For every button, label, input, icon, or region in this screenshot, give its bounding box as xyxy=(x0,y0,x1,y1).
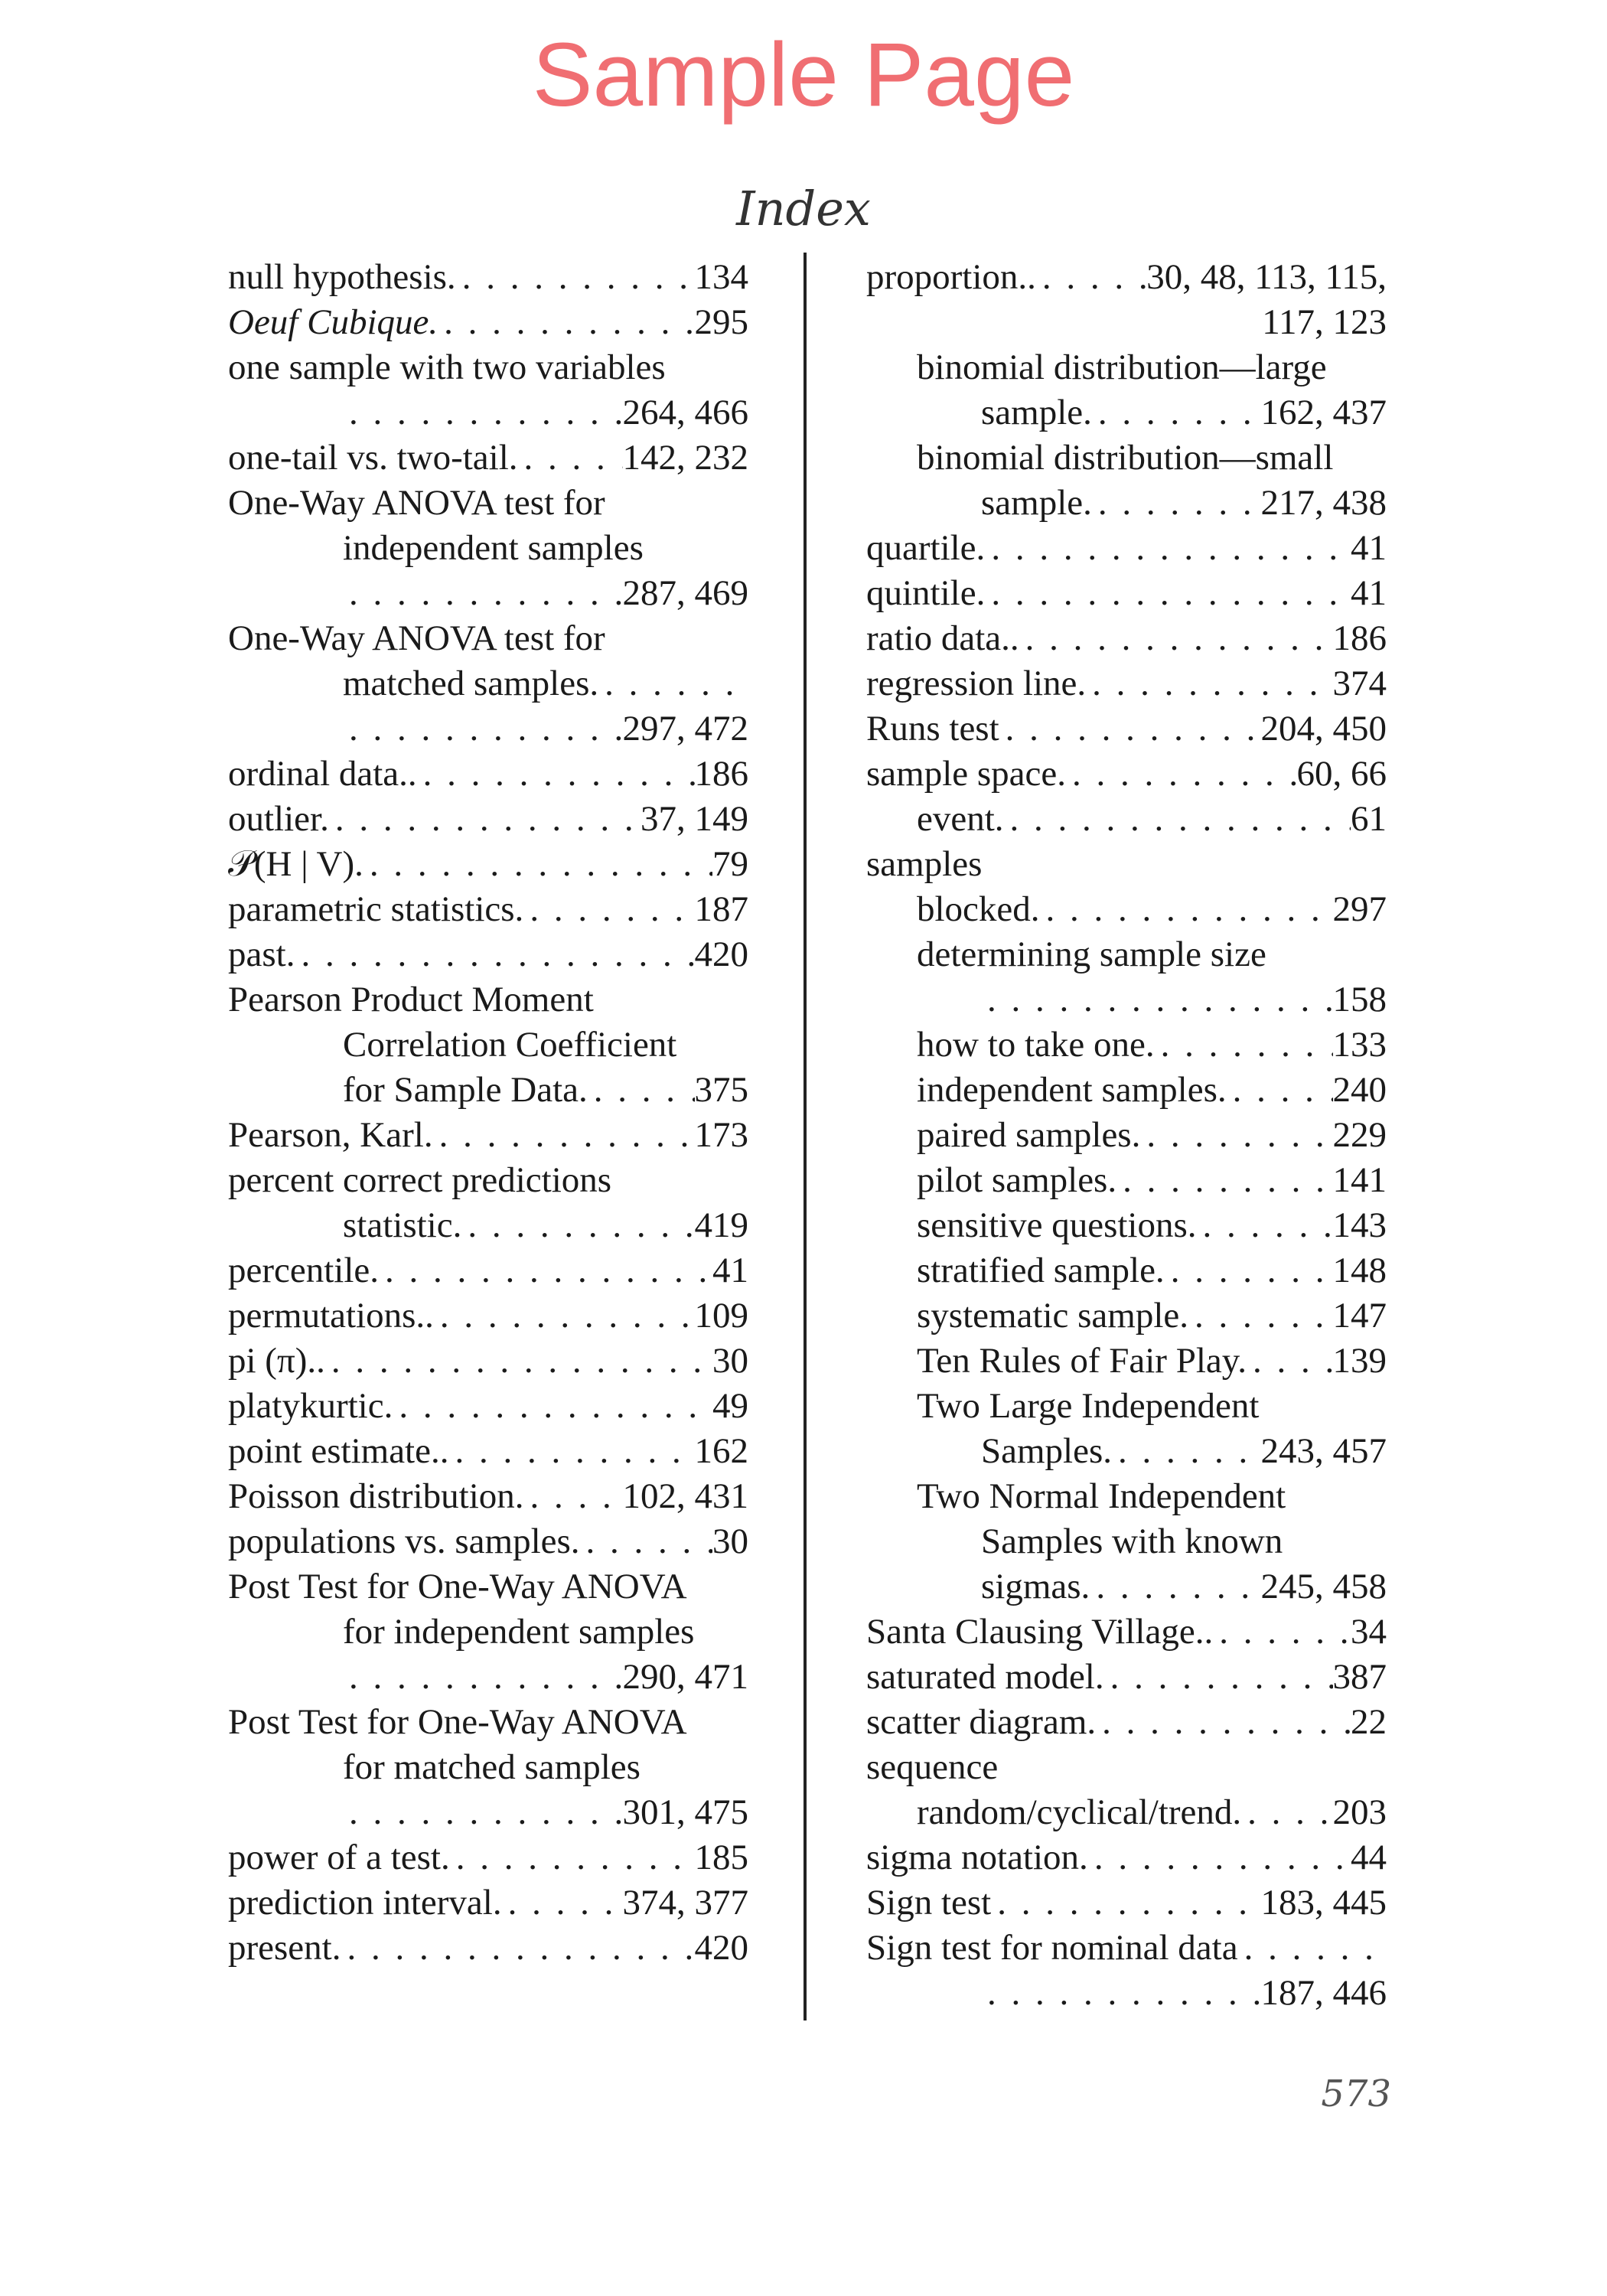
index-entry xyxy=(228,887,748,932)
dot-leader xyxy=(341,1926,694,1971)
index-entry-term: independent samples xyxy=(343,528,644,568)
index-entry-pages: 143 xyxy=(1332,1205,1387,1245)
dot-leader xyxy=(1104,1655,1333,1700)
index-entry-term: point estimate.. xyxy=(228,1431,449,1471)
index-entry-term: Post Test for One-Way ANOVA xyxy=(228,1702,687,1742)
index-entry xyxy=(866,1113,1387,1158)
index-entry-term: percentile. xyxy=(228,1251,380,1290)
index-entry xyxy=(866,300,1387,345)
index-entry xyxy=(866,390,1387,435)
index-entry-pages: 148 xyxy=(1332,1251,1387,1290)
index-entry-pages: 41 xyxy=(1351,573,1387,613)
dot-leader xyxy=(524,1474,623,1519)
index-entry-term: quintile. xyxy=(866,573,986,613)
index-entry-pages: 162, 437 xyxy=(1260,393,1387,432)
index-entry xyxy=(228,706,748,752)
dot-leader xyxy=(438,300,694,345)
index-entry-pages: 186 xyxy=(694,754,748,794)
dot-leader xyxy=(1088,1835,1351,1880)
index-entry xyxy=(866,1835,1387,1880)
index-entry-term: Correlation Coefficient xyxy=(343,1025,677,1065)
index-entry xyxy=(866,571,1387,616)
index-entry-term: power of a test. xyxy=(228,1838,450,1877)
dot-leader xyxy=(433,1113,695,1158)
index-entry-term: systematic sample. xyxy=(917,1296,1189,1336)
dot-leader xyxy=(1241,1790,1332,1835)
index-entry-term: binomial distribution—small xyxy=(917,438,1334,478)
index-entry xyxy=(228,1203,748,1248)
dot-leader xyxy=(363,842,712,887)
index-entry-pages: 109 xyxy=(694,1296,748,1336)
index-entry xyxy=(866,1700,1387,1745)
index-entry-pages: 204, 450 xyxy=(1260,709,1387,748)
index-entry-term: sample space. xyxy=(866,754,1067,794)
index-entry-term: saturated model. xyxy=(866,1657,1104,1697)
index-entry xyxy=(866,932,1387,977)
index-entry xyxy=(228,1293,748,1339)
index-entry-pages: 187, 446 xyxy=(1260,1973,1387,2013)
index-entry-pages: 37, 149 xyxy=(641,799,748,839)
index-entry xyxy=(228,1022,748,1068)
index-entry-pages: 186 xyxy=(1332,618,1387,658)
index-entry xyxy=(228,1113,748,1158)
dot-leader xyxy=(1004,797,1351,842)
index-entry xyxy=(866,1384,1387,1429)
dot-leader xyxy=(456,255,695,300)
index-entry-pages: 301, 475 xyxy=(622,1792,748,1832)
index-entry xyxy=(228,255,748,300)
index-entry-pages: 30, 48, 113, 115, xyxy=(1146,257,1387,297)
dot-leader xyxy=(1092,390,1261,435)
index-entry xyxy=(866,481,1387,526)
index-entry-pages: 134 xyxy=(694,257,748,297)
index-entry xyxy=(866,1068,1387,1113)
index-entry-pages: 142, 232 xyxy=(622,438,748,478)
index-title: Index xyxy=(736,181,871,236)
index-entry xyxy=(228,1564,748,1609)
index-entry-pages: 240 xyxy=(1332,1070,1387,1110)
index-entry xyxy=(866,435,1387,481)
index-entry-term: populations vs. samples. xyxy=(228,1521,580,1561)
dot-leader xyxy=(991,1880,1260,1926)
dot-leader xyxy=(1238,1926,1387,1971)
index-entry xyxy=(866,1880,1387,1926)
dot-leader xyxy=(1066,752,1296,797)
dot-leader xyxy=(1090,1564,1260,1609)
column-divider xyxy=(804,253,807,2020)
index-entry xyxy=(866,1971,1387,2016)
index-entry xyxy=(866,842,1387,887)
dot-leader xyxy=(1155,1022,1333,1068)
index-entry xyxy=(228,752,748,797)
index-entry-pages: 187 xyxy=(694,889,748,929)
index-entry-term: for matched samples xyxy=(343,1747,641,1787)
index-column-left xyxy=(228,255,748,1971)
index-entry-term: permutations.. xyxy=(228,1296,434,1336)
index-entry-pages: 79 xyxy=(712,844,748,884)
dot-leader xyxy=(981,977,1333,1022)
index-entry xyxy=(866,345,1387,390)
dot-leader xyxy=(1116,1158,1332,1203)
dot-leader xyxy=(343,571,623,616)
index-entry xyxy=(228,661,748,706)
dot-leader xyxy=(343,1790,623,1835)
dot-leader xyxy=(1197,1203,1333,1248)
index-entry-pages: 387 xyxy=(1332,1657,1387,1697)
index-entry-pages: 30 xyxy=(712,1341,748,1381)
dot-leader xyxy=(1096,1700,1351,1745)
index-entry-pages: 375 xyxy=(694,1070,748,1110)
index-entry xyxy=(228,1384,748,1429)
dot-leader xyxy=(985,571,1351,616)
index-entry xyxy=(228,1158,748,1203)
dot-leader xyxy=(598,661,748,706)
index-entry-term: One-Way ANOVA test for xyxy=(228,618,605,658)
index-entry xyxy=(228,1248,748,1293)
index-entry xyxy=(228,345,748,390)
index-entry-term: null hypothesis. xyxy=(228,257,456,297)
index-entry-pages: 295 xyxy=(694,302,748,342)
index-entry-pages: 264, 466 xyxy=(622,393,748,432)
dot-leader xyxy=(981,1971,1261,2016)
dot-leader xyxy=(329,797,641,842)
index-entry-pages: 34 xyxy=(1351,1612,1387,1652)
index-entry xyxy=(228,1609,748,1655)
index-entry-term: Sign test xyxy=(866,1883,992,1923)
index-entry-pages: 419 xyxy=(694,1205,748,1245)
index-entry xyxy=(228,390,748,435)
index-entry-pages: 374 xyxy=(1332,664,1387,703)
index-entry xyxy=(866,255,1387,300)
index-entry xyxy=(866,1248,1387,1293)
dot-leader xyxy=(1247,1339,1333,1384)
index-entry xyxy=(228,977,748,1022)
index-entry xyxy=(228,1835,748,1880)
index-entry-term: platykurtic. xyxy=(228,1386,393,1426)
index-entry-term: Santa Clausing Village.. xyxy=(866,1612,1214,1652)
index-entry xyxy=(228,1880,748,1926)
dot-leader xyxy=(1092,481,1261,526)
dot-leader xyxy=(461,1203,694,1248)
index-entry-pages: 41 xyxy=(1351,528,1387,568)
dot-leader xyxy=(1165,1248,1333,1293)
index-entry-pages: 287, 469 xyxy=(622,573,748,613)
index-entry xyxy=(866,1022,1387,1068)
dot-leader xyxy=(1086,661,1332,706)
index-entry-term: determining sample size xyxy=(917,934,1266,974)
index-entry-term: stratified sample. xyxy=(917,1251,1165,1290)
dot-leader xyxy=(1019,616,1333,661)
dot-leader xyxy=(502,1880,623,1926)
index-entry-term: parametric statistics. xyxy=(228,889,524,929)
index-entry-pages: 117, 123 xyxy=(1262,302,1387,342)
index-entry-term: one-tail vs. two-tail. xyxy=(228,438,518,478)
index-entry xyxy=(866,977,1387,1022)
index-entry xyxy=(228,932,748,977)
index-entry-term: matched samples. xyxy=(343,664,599,703)
index-entry-pages: 183, 445 xyxy=(1260,1883,1387,1923)
index-entry-pages: 102, 431 xyxy=(622,1476,748,1516)
dot-leader xyxy=(1213,1609,1351,1655)
dot-leader xyxy=(1227,1068,1333,1113)
index-entry-pages: 297 xyxy=(1332,889,1387,929)
index-entry-term: how to take one. xyxy=(917,1025,1155,1065)
index-entry-pages: 217, 438 xyxy=(1260,483,1387,523)
dot-leader xyxy=(448,1429,694,1474)
index-entry xyxy=(228,1519,748,1564)
index-entry-term: random/cyclical/trend. xyxy=(917,1792,1242,1832)
index-entry xyxy=(228,526,748,571)
index-entry-pages: 158 xyxy=(1332,980,1387,1019)
index-entry-term: independent samples. xyxy=(917,1070,1227,1110)
index-entry-term: Post Test for One-Way ANOVA xyxy=(228,1567,687,1606)
index-entry-term: sample. xyxy=(981,483,1092,523)
index-entry-pages: 61 xyxy=(1351,799,1387,839)
dot-leader xyxy=(1112,1429,1260,1474)
index-entry xyxy=(866,1790,1387,1835)
index-entry-pages: 147 xyxy=(1332,1296,1387,1336)
index-entry xyxy=(228,797,748,842)
index-entry-term: sample. xyxy=(981,393,1092,432)
dot-leader xyxy=(580,1519,712,1564)
index-entry xyxy=(228,1429,748,1474)
index-entry xyxy=(228,1700,748,1745)
index-entry-term: for Sample Data. xyxy=(343,1070,588,1110)
index-entry-term: binomial distribution—large xyxy=(917,347,1327,387)
index-entry-pages: 185 xyxy=(694,1838,748,1877)
index-entry-term: present. xyxy=(228,1928,341,1968)
index-entry-term: statistic. xyxy=(343,1205,462,1245)
index-entry-term: Runs test xyxy=(866,709,999,748)
index-entry-term: quartile. xyxy=(866,528,986,568)
index-entry xyxy=(866,797,1387,842)
index-entry-pages: 374, 377 xyxy=(622,1883,748,1923)
index-entry-term: Oeuf Cubique. xyxy=(228,302,438,342)
index-entry-term: pilot samples. xyxy=(917,1160,1117,1200)
dot-leader xyxy=(1140,1113,1332,1158)
index-entry-term: past. xyxy=(228,934,295,974)
index-entry xyxy=(866,616,1387,661)
dot-leader xyxy=(1040,887,1333,932)
index-entry xyxy=(866,1519,1387,1564)
index-entry-term: sensitive questions. xyxy=(917,1205,1197,1245)
dot-leader xyxy=(393,1384,712,1429)
index-entry xyxy=(866,1474,1387,1519)
index-entry xyxy=(866,1745,1387,1790)
index-entry-term: percent correct predictions xyxy=(228,1160,612,1200)
index-entry-pages: 60, 66 xyxy=(1296,754,1387,794)
index-entry-term: Samples with known xyxy=(981,1521,1283,1561)
index-entry-pages: 420 xyxy=(694,934,748,974)
index-entry xyxy=(866,661,1387,706)
dot-leader xyxy=(588,1068,695,1113)
index-entry-term: outlier. xyxy=(228,799,329,839)
index-entry xyxy=(228,1068,748,1113)
index-entry-term: blocked. xyxy=(917,889,1040,929)
index-entry-pages: 49 xyxy=(712,1386,748,1426)
page-number: 573 xyxy=(1321,2073,1391,2115)
index-entry-term: event. xyxy=(917,799,1004,839)
index-entry xyxy=(866,752,1387,797)
index-entry-pages: 203 xyxy=(1332,1792,1387,1832)
dot-leader xyxy=(343,706,623,752)
index-entry-pages: 290, 471 xyxy=(622,1657,748,1697)
index-entry-term: sigma notation. xyxy=(866,1838,1088,1877)
index-entry-term: for independent samples xyxy=(343,1612,695,1652)
sample-page-watermark: Sample Page xyxy=(532,24,1075,126)
index-column-right xyxy=(866,255,1387,2016)
dot-leader xyxy=(417,752,695,797)
dot-leader xyxy=(343,1655,623,1700)
index-entry-term: Two Large Independent xyxy=(917,1386,1260,1426)
index-entry-term: Pearson Product Moment xyxy=(228,980,594,1019)
index-entry-pages: 162 xyxy=(694,1431,748,1471)
dot-leader xyxy=(985,526,1351,571)
index-entry xyxy=(866,1203,1387,1248)
index-entry-term: Sign test for nominal data xyxy=(866,1928,1238,1968)
index-entry-pages: 133 xyxy=(1332,1025,1387,1065)
index-entry-term: ratio data.. xyxy=(866,618,1019,658)
index-entry xyxy=(228,1790,748,1835)
index-entry-term: sigmas. xyxy=(981,1567,1090,1606)
index-entry xyxy=(228,300,748,345)
index-entry xyxy=(866,887,1387,932)
index-entry-term: 𝒫(H | V). xyxy=(228,844,363,884)
dot-leader xyxy=(343,390,623,435)
index-entry-term: Pearson, Karl. xyxy=(228,1115,433,1155)
index-entry-pages: 41 xyxy=(712,1251,748,1290)
index-entry xyxy=(228,1926,748,1971)
index-entry-pages: 22 xyxy=(1351,1702,1387,1742)
index-entry-pages: 245, 458 xyxy=(1260,1567,1387,1606)
index-entry-term: Poisson distribution. xyxy=(228,1476,524,1516)
index-entry xyxy=(228,1655,748,1700)
index-entry xyxy=(866,1339,1387,1384)
index-entry-pages: 173 xyxy=(694,1115,748,1155)
index-entry xyxy=(228,435,748,481)
dot-leader xyxy=(518,435,623,481)
index-entry-term: regression line. xyxy=(866,664,1087,703)
index-entry xyxy=(866,1564,1387,1609)
index-entry-pages: 141 xyxy=(1332,1160,1387,1200)
index-entry xyxy=(228,1474,748,1519)
index-entry-pages: 30 xyxy=(712,1521,748,1561)
index-entry-term: Two Normal Independent xyxy=(917,1476,1286,1516)
index-entry-term: proportion.. xyxy=(866,257,1036,297)
index-entry-term: ordinal data.. xyxy=(228,754,417,794)
index-entry-term: one sample with two variables xyxy=(228,347,666,387)
index-entry xyxy=(866,1926,1387,1971)
index-entry xyxy=(866,526,1387,571)
index-entry-pages: 420 xyxy=(694,1928,748,1968)
index-entry xyxy=(228,1339,748,1384)
index-entry-term: sequence xyxy=(866,1747,999,1787)
dot-leader xyxy=(295,932,694,977)
index-entry-term: Ten Rules of Fair Play. xyxy=(917,1341,1247,1381)
index-entry xyxy=(228,571,748,616)
index-entry xyxy=(866,706,1387,752)
index-entry xyxy=(866,1158,1387,1203)
dot-leader xyxy=(434,1293,695,1339)
index-entry xyxy=(866,1293,1387,1339)
dot-leader xyxy=(325,1339,712,1384)
index-entry xyxy=(866,1609,1387,1655)
index-entry-pages: 243, 457 xyxy=(1260,1431,1387,1471)
dot-leader xyxy=(379,1248,712,1293)
index-entry-term: paired samples. xyxy=(917,1115,1141,1155)
index-entry-term: scatter diagram. xyxy=(866,1702,1097,1742)
index-entry-pages: 44 xyxy=(1351,1838,1387,1877)
index-entry-term: prediction interval. xyxy=(228,1883,502,1923)
index-entry-pages: 229 xyxy=(1332,1115,1387,1155)
index-entry-term: pi (π).. xyxy=(228,1341,325,1381)
index-entry xyxy=(866,1429,1387,1474)
dot-leader xyxy=(450,1835,695,1880)
index-entry xyxy=(228,1745,748,1790)
index-entry-pages: 297, 472 xyxy=(622,709,748,748)
dot-leader xyxy=(1036,255,1146,300)
index-entry xyxy=(228,842,748,887)
index-entry-term: Samples. xyxy=(981,1431,1113,1471)
index-entry xyxy=(228,481,748,526)
dot-leader xyxy=(999,706,1261,752)
index-entry xyxy=(228,616,748,661)
index-entry-pages: 139 xyxy=(1332,1341,1387,1381)
index-entry-term: samples xyxy=(866,844,983,884)
dot-leader xyxy=(523,887,694,932)
index-entry-term: One-Way ANOVA test for xyxy=(228,483,605,523)
dot-leader xyxy=(1188,1293,1332,1339)
index-entry xyxy=(866,1655,1387,1700)
